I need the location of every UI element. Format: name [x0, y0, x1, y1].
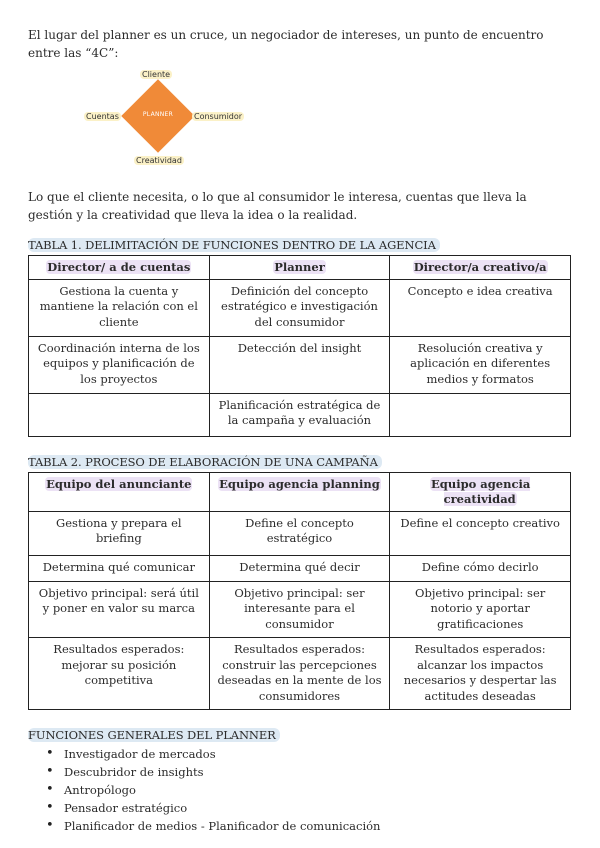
functions-title: FUNCIONES GENERALES DEL PLANNER [28, 728, 280, 742]
table2-title: TABLA 2. PROCESO DE ELABORACIÓN DE UNA CAMPAÑA [28, 455, 382, 469]
four-c-diagram [28, 66, 572, 178]
intro-paragraph: El lugar del planner es un cruce, un negociador de intereses, un punto de encuentro entre las “4C”: [28, 28, 544, 60]
table-cell: Define el concepto estratégico [209, 511, 390, 555]
table-cell: Planificación estratégica de la campaña y evaluación [209, 393, 390, 436]
table-cell: Resultados esperados: mejorar su posición competitiva [29, 638, 210, 710]
list-item: • Investigador de mercados [64, 745, 572, 763]
table-header: Director/a creativo/a [390, 256, 571, 280]
table-cell [29, 393, 210, 436]
table-header: Equipo agencia creatividad [390, 472, 571, 511]
table-row [29, 336, 571, 393]
table-cell: Resultados esperados: construir las percepciones deseadas en la mente de los consumidores [209, 638, 390, 710]
table1-title: TABLA 1. DELIMITACIÓN DE FUNCIONES DENTRO DE LA AGENCIA [28, 238, 440, 252]
table-row [29, 511, 571, 555]
table-cell: Gestiona y prepara el briefing [29, 511, 210, 555]
table-cell: Coordinación interna de los equipos y planificación de los proyectos [29, 336, 210, 393]
table-cell: Definición del concepto estratégico e investigación del consumidor [209, 279, 390, 336]
table-cell: Define el concepto creativo [390, 511, 571, 555]
table-header: Equipo del anunciante [29, 472, 210, 511]
table-header: Planner [209, 256, 390, 280]
table-cell: Detección del insight [209, 336, 390, 393]
campaign-process-table [28, 472, 571, 711]
table-cell [390, 393, 571, 436]
table-cell: Objetivo principal: ser notorio y aportar gratificaciones [390, 581, 571, 638]
list-item: • Antropólogo [64, 781, 572, 799]
cliente-label: Cliente [142, 70, 171, 79]
table-cell: Resultados esperados: alcanzar los impactos necesarios y despertar las actitudes deseadas [390, 638, 571, 710]
list-item: • Planificador de medios - Planificador de comunicación [64, 817, 572, 835]
table-row [29, 638, 571, 710]
list-item: • Pensador estratégico [64, 799, 572, 817]
table-cell: Objetivo principal: será útil y poner en valor su marca [29, 581, 210, 638]
cuentas-label: Cuentas [86, 112, 119, 121]
creatividad-label: Creatividad [136, 156, 182, 165]
second-paragraph: Lo que el cliente necesita, o lo que al consumidor le interesa, cuentas que lleva la gestión y la creatividad que lleva la idea o la realidad. [28, 190, 527, 222]
consumidor-label: Consumidor [194, 112, 243, 121]
functions-list [28, 745, 572, 835]
table-cell: Determina qué comunicar [29, 555, 210, 581]
table-cell: Resolución creativa y aplicación en diferentes medios y formatos [390, 336, 571, 393]
table-header: Director/ a de cuentas [29, 256, 210, 280]
functions-table [28, 255, 571, 437]
table-cell: Define cómo decirlo [390, 555, 571, 581]
table-cell: Concepto e idea creativa [390, 279, 571, 336]
planner-label: PLANNER [142, 111, 174, 118]
table-row [29, 581, 571, 638]
table-row [29, 555, 571, 581]
table-cell: Gestiona la cuenta y mantiene la relación con el cliente [29, 279, 210, 336]
table-cell: Objetivo principal: ser interesante para el consumidor [209, 581, 390, 638]
document-page [28, 26, 572, 835]
table-header: Equipo agencia planning [209, 472, 390, 511]
table-row [29, 279, 571, 336]
table-row [29, 393, 571, 436]
list-item: • Descubridor de insights [64, 763, 572, 781]
table-cell: Determina qué decir [209, 555, 390, 581]
